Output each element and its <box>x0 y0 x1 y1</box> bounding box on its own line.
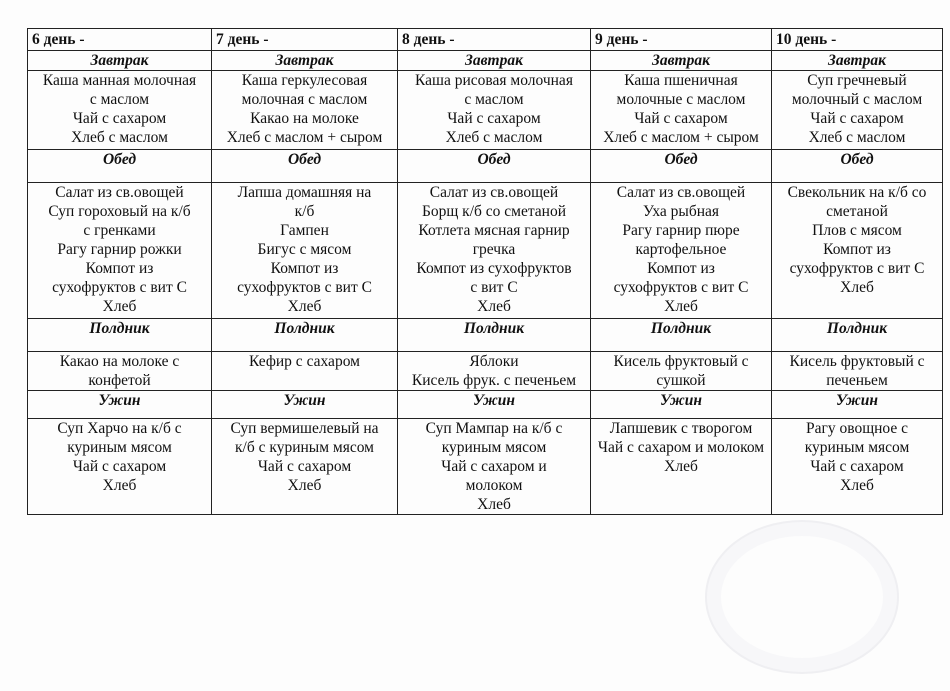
dish-line: сметаной <box>826 203 888 220</box>
dish-line: Хлеб <box>102 298 137 315</box>
meal-label: Завтрак <box>212 51 398 71</box>
dish-line: сухофруктов с вит С <box>237 279 372 296</box>
dish-line: Бигус с мясом <box>257 241 352 258</box>
dish-line: Каша пшеничная <box>624 72 738 89</box>
food-row-dinner <box>28 419 943 515</box>
dish-line: Компот из <box>647 260 715 277</box>
dish-line: куриным мясом <box>67 439 172 456</box>
meal-label: Завтрак <box>28 51 212 71</box>
dish-line: с гренками <box>83 222 156 239</box>
dish-line: Хлеб <box>840 279 874 296</box>
dish-line: молоком <box>465 477 523 494</box>
food-cell <box>398 183 591 319</box>
dish-line: Хлеб с маслом + сыром <box>226 129 383 146</box>
food-cell <box>772 71 943 150</box>
food-cell <box>591 352 772 391</box>
dish-line: Яблоки <box>469 353 519 370</box>
dish-line: Кисель фруктовый с <box>789 353 925 370</box>
dish-line: Хлеб <box>287 477 322 494</box>
food-row-snack <box>28 352 943 391</box>
food-cell <box>28 352 212 391</box>
dish-line: Суп Мампар на к/б с <box>425 420 563 437</box>
dish-line: Хлеб с маслом + сыром <box>603 129 759 146</box>
dish-line: Чай с сахаром и молоком <box>597 439 765 456</box>
dish-line: Суп Харчо на к/б с <box>57 420 182 437</box>
meal-row-lunch <box>28 150 943 183</box>
dish-line: Свекольник на к/б со <box>787 184 927 201</box>
dish-line: Рагу овощное с <box>806 420 908 437</box>
dish-line: Компот из <box>85 260 154 277</box>
day-header: 6 день - <box>28 29 212 51</box>
food-cell <box>212 71 398 150</box>
dish-line: Хлеб <box>102 477 137 494</box>
meal-label: Полдник <box>772 319 943 352</box>
food-cell <box>772 352 943 391</box>
dish-line: Хлеб <box>664 298 698 315</box>
dish-line: сушкой <box>656 372 706 389</box>
meal-label: Обед <box>591 150 772 183</box>
food-row-breakfast <box>28 71 943 150</box>
food-cell <box>28 419 212 515</box>
meal-label: Полдник <box>212 319 398 352</box>
dish-line: молочная с маслом <box>241 91 368 108</box>
dish-line: Хлеб <box>287 298 322 315</box>
meal-label: Полдник <box>28 319 212 352</box>
dish-line: Какао на молоке с <box>59 353 180 370</box>
meal-label: Полдник <box>398 319 591 352</box>
meal-label: Ужин <box>28 391 212 419</box>
dish-line: Рагу гарнир рожки <box>57 241 182 258</box>
dish-line: Салат из св.овощей <box>429 184 559 201</box>
day-header: 10 день - <box>772 29 943 51</box>
meal-row-dinner <box>28 391 943 419</box>
dish-line: гречка <box>472 241 516 258</box>
dish-line: с маслом <box>89 91 150 108</box>
food-cell <box>28 183 212 319</box>
dish-line: Борщ к/б со сметаной <box>421 203 567 220</box>
meal-label: Завтрак <box>398 51 591 71</box>
dish-line: к/б <box>294 203 315 220</box>
dish-line: Чай с сахаром <box>257 458 352 475</box>
dish-line: с вит С <box>470 279 518 296</box>
dish-line: печеньем <box>826 372 888 389</box>
dish-line: Чай с сахаром и <box>441 458 547 475</box>
dish-line: куриным мясом <box>441 439 547 456</box>
menu-table <box>27 28 943 515</box>
dish-line: Хлеб с маслом <box>71 129 168 146</box>
meal-row-snack <box>28 319 943 352</box>
food-cell <box>398 352 591 391</box>
food-cell <box>772 183 943 319</box>
meal-label: Ужин <box>772 391 943 419</box>
meal-label: Обед <box>212 150 398 183</box>
dish-line: Суп гороховый на к/б <box>48 203 191 220</box>
dish-line: Лапша домашняя на <box>237 184 372 201</box>
dish-line: Компот из сухофруктов <box>416 260 572 277</box>
dish-line: Кефир с сахаром <box>249 353 360 370</box>
dish-line: Салат из св.овощей <box>55 184 184 201</box>
meal-label: Ужин <box>212 391 398 419</box>
day-header: 7 день - <box>212 29 398 51</box>
dish-line: сухофруктов с вит С <box>52 279 187 296</box>
dish-line: Суп вермишелевый на <box>230 420 379 437</box>
dish-line: Уха рыбная <box>642 203 720 220</box>
dish-line: Лапшевик с творогом <box>609 420 753 437</box>
food-cell <box>212 183 398 319</box>
dish-line: Компот из <box>823 241 891 258</box>
food-cell <box>398 419 591 515</box>
dish-line: молочный с маслом <box>791 91 923 108</box>
food-row-lunch <box>28 183 943 319</box>
dish-line: куриным мясом <box>804 439 910 456</box>
dish-line: Гампен <box>280 222 329 239</box>
dish-line: Суп гречневый <box>807 72 907 89</box>
dish-line: Хлеб <box>840 477 874 494</box>
dish-line: Котлета мясная гарнир <box>418 222 570 239</box>
day-header: 8 день - <box>398 29 591 51</box>
meal-label: Завтрак <box>772 51 943 71</box>
meal-label: Обед <box>398 150 591 183</box>
dish-line: Рагу гарнир пюре <box>622 222 740 239</box>
dish-line: Кисель фрук. с печеньем <box>411 372 577 389</box>
meal-label: Обед <box>772 150 943 183</box>
food-cell <box>212 419 398 515</box>
dish-line: Кисель фруктовый с <box>613 353 749 370</box>
dish-line: Компот из <box>270 260 339 277</box>
meal-label: Ужин <box>591 391 772 419</box>
food-cell <box>591 419 772 515</box>
dish-line: конфетой <box>88 372 151 389</box>
dish-line: Плов с мясом <box>812 222 902 239</box>
dish-line: Чай с сахаром <box>810 110 904 127</box>
food-cell <box>212 352 398 391</box>
dish-line: Хлеб <box>477 298 511 315</box>
dish-line: Какао на молоке <box>250 110 359 127</box>
dish-line: Каша манная молочная <box>42 72 197 89</box>
dish-line: сухофруктов с вит С <box>613 279 749 296</box>
dish-line: Хлеб <box>477 496 511 513</box>
meal-label: Обед <box>28 150 212 183</box>
dish-line: Чай с сахаром <box>447 110 541 127</box>
dish-line: к/б с куриным мясом <box>235 439 374 456</box>
dish-line: картофельное <box>635 241 727 258</box>
dish-line: молочные с маслом <box>616 91 746 108</box>
dish-line: Чай с сахаром <box>634 110 728 127</box>
food-cell <box>591 71 772 150</box>
dish-line: сухофруктов с вит С <box>789 260 925 277</box>
meal-row-breakfast <box>28 51 943 71</box>
dish-line: Хлеб с маслом <box>445 129 543 146</box>
dish-line: Каша геркулесовая <box>241 72 368 89</box>
food-cell <box>772 419 943 515</box>
dish-line: Каша рисовая молочная <box>415 72 573 89</box>
meal-label: Завтрак <box>591 51 772 71</box>
day-header: 9 день - <box>591 29 772 51</box>
dish-line: Чай с сахаром <box>72 110 167 127</box>
dish-line: Хлеб с маслом <box>808 129 906 146</box>
dish-line: с маслом <box>464 91 524 108</box>
food-cell <box>398 71 591 150</box>
food-cell <box>591 183 772 319</box>
meal-label: Полдник <box>591 319 772 352</box>
dish-line: Салат из св.овощей <box>616 184 746 201</box>
food-cell <box>28 71 212 150</box>
dish-line: Чай с сахаром <box>72 458 167 475</box>
day-header-row <box>28 29 943 51</box>
dish-line: Хлеб <box>664 458 698 475</box>
meal-label: Ужин <box>398 391 591 419</box>
dish-line: Чай с сахаром <box>810 458 904 475</box>
faint-stamp-mark <box>705 520 899 674</box>
